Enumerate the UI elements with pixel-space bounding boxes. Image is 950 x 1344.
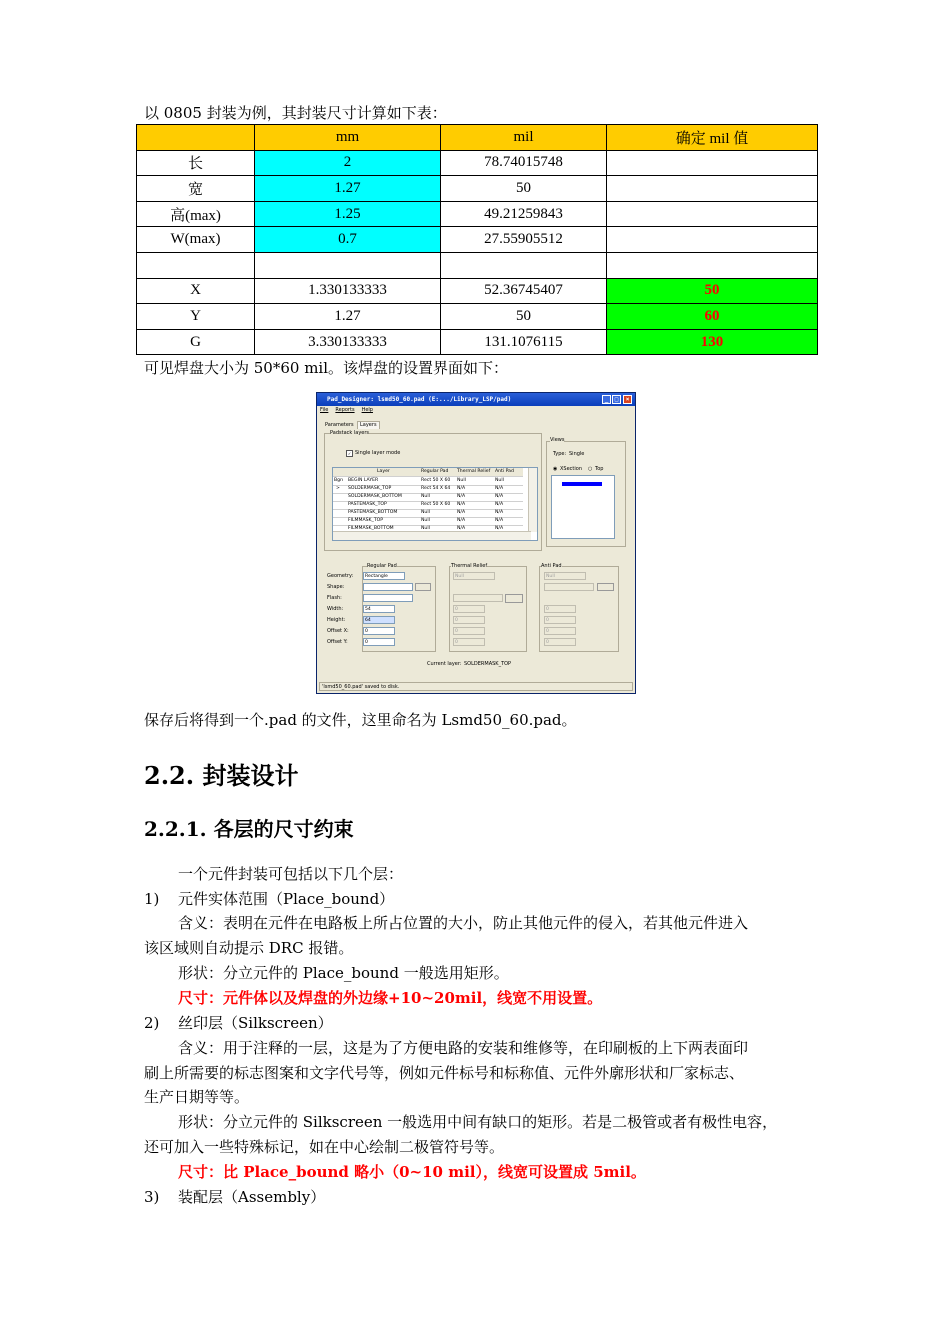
grid-header-regular: Regular Pad xyxy=(421,469,449,474)
flash-field[interactable] xyxy=(363,594,413,602)
mil-cell: 78.74015748 xyxy=(441,150,607,176)
body-line: 一个元件封装可包括以下几个层： xyxy=(178,865,404,883)
body-line: 刷上所需要的标志图案和文字代号等，例如元件标号和标称值、元件外廓形状和厂家标志、 xyxy=(144,1064,745,1082)
layer-name: PASTEMASK_TOP xyxy=(348,502,387,507)
row-marker: Bgn xyxy=(334,478,343,483)
thermal-value: N/A xyxy=(457,526,466,531)
table-row xyxy=(137,176,818,202)
mil-cell: 50 xyxy=(441,176,607,202)
layer-name: SOLDERMASK_BOTTOM xyxy=(348,494,402,499)
geometry-label: Geometry: xyxy=(327,573,354,579)
thermal-width-field: 0 xyxy=(453,605,485,613)
layer-name: SOLDERMASK_TOP xyxy=(348,486,392,491)
xsection-label: XSection xyxy=(560,466,583,472)
maximize-icon[interactable]: □ xyxy=(612,395,621,404)
final-cell: 60 xyxy=(607,304,818,330)
final-cell xyxy=(607,176,818,202)
current-layer-label: Current layer: xyxy=(427,661,462,667)
regular-pad-value: Rect 54 X 64 xyxy=(421,486,451,491)
list-number: 1) xyxy=(144,890,160,908)
mm-cell: 3.330133333 xyxy=(255,329,441,355)
offset-y-field[interactable]: 0 xyxy=(363,638,395,646)
mil-cell: 27.55905512 xyxy=(441,227,607,253)
anti-height-field: 0 xyxy=(544,616,576,624)
list-number: 3) xyxy=(144,1188,160,1206)
regular-pad-value: Null xyxy=(421,494,430,499)
menu-bar xyxy=(317,406,635,415)
padstack-group-label: Padstack layers xyxy=(330,430,370,436)
type-label: Type: xyxy=(553,451,567,457)
status-bar: 'lsmd50_60.pad' saved to disk. xyxy=(319,682,633,691)
mm-cell: 2 xyxy=(255,150,441,176)
anti-offset-y-field: 0 xyxy=(544,638,576,646)
pad-designer-screenshot xyxy=(316,392,636,694)
after-table-text: 可见焊盘大小为 50*60 mil。该焊盘的设置界面如下： xyxy=(144,359,509,377)
body-line: 含义：用于注释的一层，这是为了方便电路的安装和维修等，在印刷板的上下两表面印 xyxy=(178,1039,749,1057)
section-heading-2-2 xyxy=(144,761,298,791)
regular-pad-value: Rect 50 X 60 xyxy=(421,502,451,507)
anti-value: N/A xyxy=(495,518,504,523)
final-cell xyxy=(607,252,818,278)
type-value: Single xyxy=(569,451,585,457)
thermal-value: N/A xyxy=(457,510,466,515)
mm-cell xyxy=(255,252,441,278)
anti-value: N/A xyxy=(495,526,504,531)
body-line: 该区域则自动提示 DRC 报错。 xyxy=(144,939,354,957)
table-row xyxy=(137,278,818,304)
height-field[interactable]: 64 xyxy=(363,616,395,624)
body-line: 形状：分立元件的 Place_bound 一般选用矩形。 xyxy=(178,964,509,982)
grid-horizontal-scrollbar[interactable] xyxy=(333,531,531,540)
xsection-preview xyxy=(551,475,615,539)
table-row xyxy=(137,329,818,355)
body-line: 形状：分立元件的 Silkscreen 一般选用中间有缺口的矩形。若是二极管或者有极性电容， xyxy=(178,1113,778,1131)
offset-x-label: Offset X: xyxy=(327,628,349,634)
table-header-mm: mm xyxy=(255,125,441,151)
anti-pad-label: Anti Pad xyxy=(541,563,562,569)
grid-header-thermal: Thermal Relief xyxy=(457,469,491,474)
list-item-title: 丝印层（Silkscreen） xyxy=(178,1014,333,1032)
row-label: W(max) xyxy=(137,227,255,253)
regular-pad-value: Rect 50 X 60 xyxy=(421,478,451,483)
final-cell xyxy=(607,227,818,253)
offset-y-label: Offset Y: xyxy=(327,639,348,645)
intro-text: 以 0805 封装为例，其封装尺寸计算如下表： xyxy=(144,104,447,122)
thermal-offset-x-field: 0 xyxy=(453,627,485,635)
section-heading-2-2-1 xyxy=(144,816,354,842)
thermal-height-field: 0 xyxy=(453,616,485,624)
thermal-flash-field xyxy=(453,594,503,602)
thermal-value: N/A xyxy=(457,486,466,491)
current-layer-value: SOLDERMASK_TOP xyxy=(464,661,512,667)
layer-grid xyxy=(332,467,538,541)
table-header-mil: mil xyxy=(441,125,607,151)
final-cell xyxy=(607,201,818,227)
table-header-cell xyxy=(137,125,255,151)
anti-value: N/A xyxy=(495,494,504,499)
mm-cell: 1.330133333 xyxy=(255,278,441,304)
shape-field[interactable] xyxy=(363,583,413,591)
height-label: Height: xyxy=(327,617,346,623)
single-layer-label: Single layer mode xyxy=(355,450,401,456)
thermal-offset-y-field: 0 xyxy=(453,638,485,646)
final-cell xyxy=(607,150,818,176)
geometry-select[interactable]: Rectangle xyxy=(363,572,405,580)
final-cell: 130 xyxy=(607,329,818,355)
save-note: 保存后将得到一个.pad 的文件，这里命名为 Lsmd50_60.pad。 xyxy=(144,711,577,729)
anti-shape-field xyxy=(544,583,594,591)
list-number: 2) xyxy=(144,1014,160,1032)
top-label: Top xyxy=(595,466,604,472)
layer-name: FILMMASK_BOTTOM xyxy=(348,526,394,531)
row-label xyxy=(137,252,255,278)
shape-label: Shape: xyxy=(327,584,345,590)
regular-pad-value: Null xyxy=(421,526,430,531)
single-layer-checkbox[interactable]: ✓ xyxy=(347,451,352,456)
anti-value: N/A xyxy=(495,510,504,515)
regular-pad-value: Null xyxy=(421,510,430,515)
thermal-value: N/A xyxy=(457,518,466,523)
table-row-empty xyxy=(137,252,818,278)
thermal-value: N/A xyxy=(457,502,466,507)
section-title: 封装设计 xyxy=(202,762,299,790)
window-title: Pad_Designer: lsmd50_60.pad (E:.../Library_LSP/pad) xyxy=(327,396,512,403)
table-row xyxy=(137,201,818,227)
subsection-number: 2.2.1. xyxy=(144,817,207,841)
row-label: 高(max) xyxy=(137,201,255,227)
row-label: Y xyxy=(137,304,255,330)
table-row xyxy=(137,150,818,176)
thermal-relief-label: Thermal Relief xyxy=(451,563,488,569)
anti-geometry-select: Null xyxy=(544,572,586,580)
menu-reports[interactable]: Reports xyxy=(335,407,355,413)
anti-value: N/A xyxy=(495,486,504,491)
row-label: 宽 xyxy=(137,176,255,202)
thermal-value: N/A xyxy=(457,494,466,499)
anti-width-field: 0 xyxy=(544,605,576,613)
anti-value: Null xyxy=(495,478,504,483)
regular-pad-label: Regular Pad xyxy=(367,563,397,569)
mil-cell: 49.21259843 xyxy=(441,201,607,227)
thermal-value: Null xyxy=(457,478,466,483)
mil-cell xyxy=(441,252,607,278)
mm-cell: 1.27 xyxy=(255,176,441,202)
mil-cell: 131.1076115 xyxy=(441,329,607,355)
regular-pad-value: Null xyxy=(421,518,430,523)
window-titlebar xyxy=(317,393,635,406)
pad-section-bar xyxy=(562,482,602,486)
table-row xyxy=(137,227,818,253)
list-item-title: 元件实体范围（Place_bound） xyxy=(178,890,395,908)
xsection-radio[interactable]: ◉ xyxy=(553,466,558,472)
shape-browse-button[interactable] xyxy=(415,583,431,591)
package-size-table xyxy=(136,124,818,355)
table-row xyxy=(137,304,818,330)
section-number: 2.2. xyxy=(144,761,195,790)
row-marker: > xyxy=(336,486,340,491)
width-label: Width: xyxy=(327,606,344,612)
anti-offset-x-field: 0 xyxy=(544,627,576,635)
mm-cell: 1.27 xyxy=(255,304,441,330)
body-line: 含义：表明在元件在电路板上所占位置的大小，防止其他元件的侵入，若其他元件进入 xyxy=(178,914,749,932)
row-label: X xyxy=(137,278,255,304)
grid-header-layer: Layer xyxy=(377,469,390,474)
mm-cell: 0.7 xyxy=(255,227,441,253)
row-label: G xyxy=(137,329,255,355)
close-icon[interactable]: × xyxy=(623,395,632,404)
size-note-red: 尺寸：元件体以及焊盘的外边缘+10~20mil，线宽不用设置。 xyxy=(178,989,603,1007)
table-header-row xyxy=(137,125,818,151)
menu-file[interactable]: File xyxy=(320,407,329,413)
table-header-final-mil: 确定 mil 值 xyxy=(607,125,818,151)
width-field[interactable]: 54 xyxy=(363,605,395,613)
list-item-title: 装配层（Assembly） xyxy=(178,1188,326,1206)
final-cell: 50 xyxy=(607,278,818,304)
views-group-label: Views xyxy=(550,437,565,443)
body-line: 还可加入一些特殊标记，如在中心绘制二极管符号等。 xyxy=(144,1138,505,1156)
tab-layers[interactable]: Layers xyxy=(357,421,380,429)
top-radio[interactable]: ○ xyxy=(588,466,593,472)
thermal-geometry-select: Null xyxy=(453,572,495,580)
tab-parameters[interactable]: Parameters xyxy=(325,422,354,428)
grid-header-anti: Anti Pad xyxy=(495,469,514,474)
menu-help[interactable]: Help xyxy=(361,407,373,413)
layer-name: PASTEMASK_BOTTOM xyxy=(348,510,398,515)
mil-cell: 52.36745407 xyxy=(441,278,607,304)
grid-header-row xyxy=(333,468,523,477)
anti-value: N/A xyxy=(495,502,504,507)
offset-x-field[interactable]: 0 xyxy=(363,627,395,635)
anti-browse-button xyxy=(597,583,614,591)
row-label: 长 xyxy=(137,150,255,176)
mil-cell: 50 xyxy=(441,304,607,330)
thermal-browse-button xyxy=(505,594,523,603)
grid-vertical-scrollbar[interactable] xyxy=(528,468,537,532)
minimize-icon[interactable]: _ xyxy=(602,395,611,404)
size-note-red: 尺寸：比 Place_bound 略小（0~10 mil），线宽可设置成 5mil。 xyxy=(178,1163,646,1181)
mm-cell: 1.25 xyxy=(255,201,441,227)
body-line: 生产日期等等。 xyxy=(144,1088,250,1106)
layer-name: BEGIN LAYER xyxy=(348,478,379,483)
subsection-title: 各层的尺寸约束 xyxy=(213,817,354,841)
flash-label: Flash: xyxy=(327,595,342,601)
layer-name: FILMMASK_TOP xyxy=(348,518,384,523)
